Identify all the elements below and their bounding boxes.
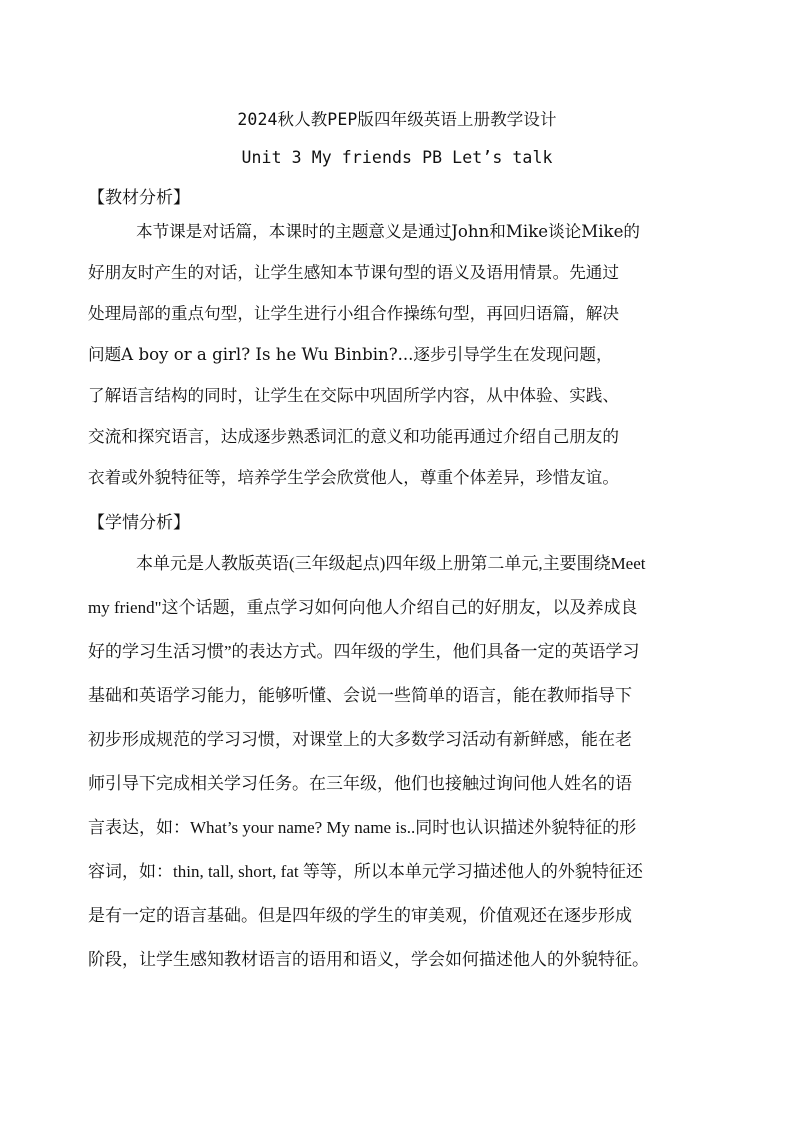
paragraph-line: 交流和探究语言，达成逐步熟悉词汇的意义和功能再通过介绍自己朋友的 bbox=[88, 427, 619, 446]
paragraph-line: 师引导下完成相关学习任务。在三年级，他们也接触过询问他人姓名的语 bbox=[88, 774, 632, 793]
paragraph-line: my friend"这个话题，重点学习如何向他人介绍自己的好朋友，以及养成良 bbox=[88, 598, 638, 617]
paragraph-line: 问题A boy or a girl? Is he Wu Binbin?...逐步引导学生在发现问题， bbox=[88, 345, 613, 364]
document-subtitle: Unit 3 My friends PB Let’s talk bbox=[241, 148, 553, 167]
paragraph-line: 是有一定的语言基础。但是四年级的学生的审美观，价值观还在逐步形成 bbox=[88, 906, 632, 925]
paragraph-line: 初步形成规范的学习习惯，对课堂上的大多数学习活动有新鲜感，能在老 bbox=[88, 730, 632, 749]
paragraph-line: 衣着或外貌特征等，培养学生学会欣赏他人，尊重个体差异，珍惜友谊。 bbox=[88, 468, 619, 487]
section-heading-textbook-analysis: 【教材分析】 bbox=[88, 188, 190, 208]
section-heading-learner-analysis: 【学情分析】 bbox=[88, 513, 190, 533]
paragraph-line: 处理局部的重点句型，让学生进行小组合作操练句型，再回归语篇，解决 bbox=[88, 304, 619, 323]
paragraph-line: 基础和英语学习能力，能够听懂、会说一些简单的语言，能在教师指导下 bbox=[88, 686, 632, 705]
paragraph-line: 好的学习生活习惯”的表达方式。四年级的学生，他们具备一定的英语学习 bbox=[88, 642, 640, 661]
paragraph-line: 本节课是对话篇，本课时的主题意义是通过John和Mike谈论Mike的 bbox=[136, 222, 641, 241]
paragraph-line: 言表达，如：What’s your name? My name is..同时也认识描述外貌特征的形 bbox=[88, 818, 637, 837]
paragraph-line: 阶段，让学生感知教材语言的语用和语义，学会如何描述他人的外貌特征。 bbox=[88, 950, 649, 969]
paragraph-line: 了解语言结构的同时，让学生在交际中巩固所学内容，从中体验、实践、 bbox=[88, 386, 619, 405]
document-title: 2024秋人教PEP版四年级英语上册教学设计 bbox=[237, 110, 557, 129]
paragraph-line: 好朋友时产生的对话，让学生感知本节课句型的语义及语用情景。先通过 bbox=[88, 263, 619, 282]
paragraph-line: 本单元是人教版英语(三年级起点)四年级上册第二单元,主要围绕Meet bbox=[136, 554, 646, 573]
paragraph-line: 容词，如：thin, tall, short, fat 等等，所以本单元学习描述他人的外貌特征还 bbox=[88, 862, 643, 881]
